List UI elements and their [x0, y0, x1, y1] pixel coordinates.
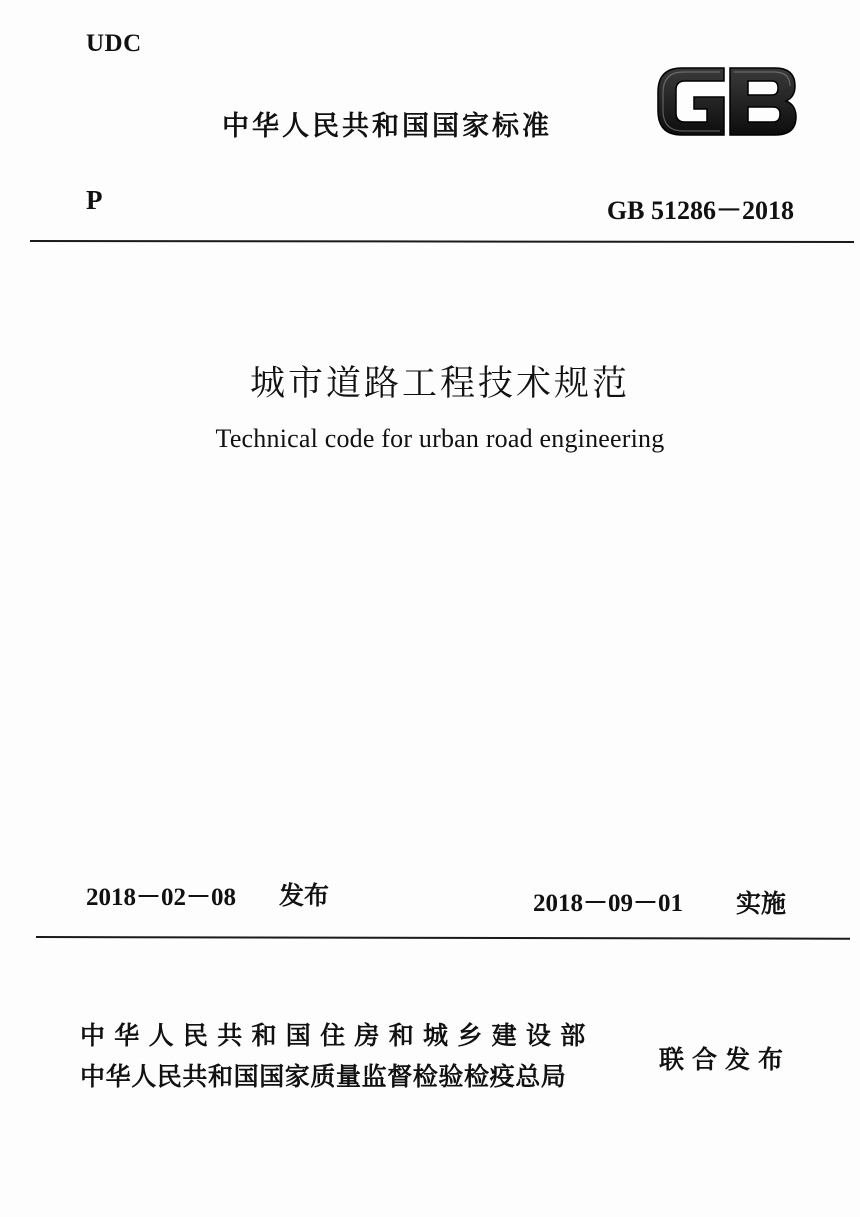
- national-standard-heading: 中华人民共和国国家标准: [222, 111, 552, 142]
- implementation-label: 实施: [736, 889, 787, 918]
- issue-date: 2018－02－08: [86, 884, 237, 911]
- title-english: Technical code for urban road engineering: [215, 424, 665, 453]
- publisher-quality-administration: 中华人民共和国国家质量监督检验检疫总局: [80, 1062, 567, 1091]
- bottom-divider: [36, 936, 850, 940]
- publisher-ministry-housing: 中华人民共和国住房和城乡建设部: [80, 1021, 595, 1050]
- standard-number: GB 51286－2018: [606, 196, 794, 225]
- udc-label: UDC: [86, 30, 142, 57]
- issue-label: 发布: [279, 881, 330, 910]
- joint-issue-label: 联合发布: [659, 1045, 792, 1074]
- title-chinese: 城市道路工程技术规范: [249, 364, 630, 404]
- classification-code: P: [86, 185, 103, 215]
- gb-logo: [654, 64, 799, 139]
- implementation-date: 2018－09－01: [533, 890, 684, 917]
- gb-logo-text: GB: [654, 64, 656, 65]
- top-divider: [30, 240, 854, 243]
